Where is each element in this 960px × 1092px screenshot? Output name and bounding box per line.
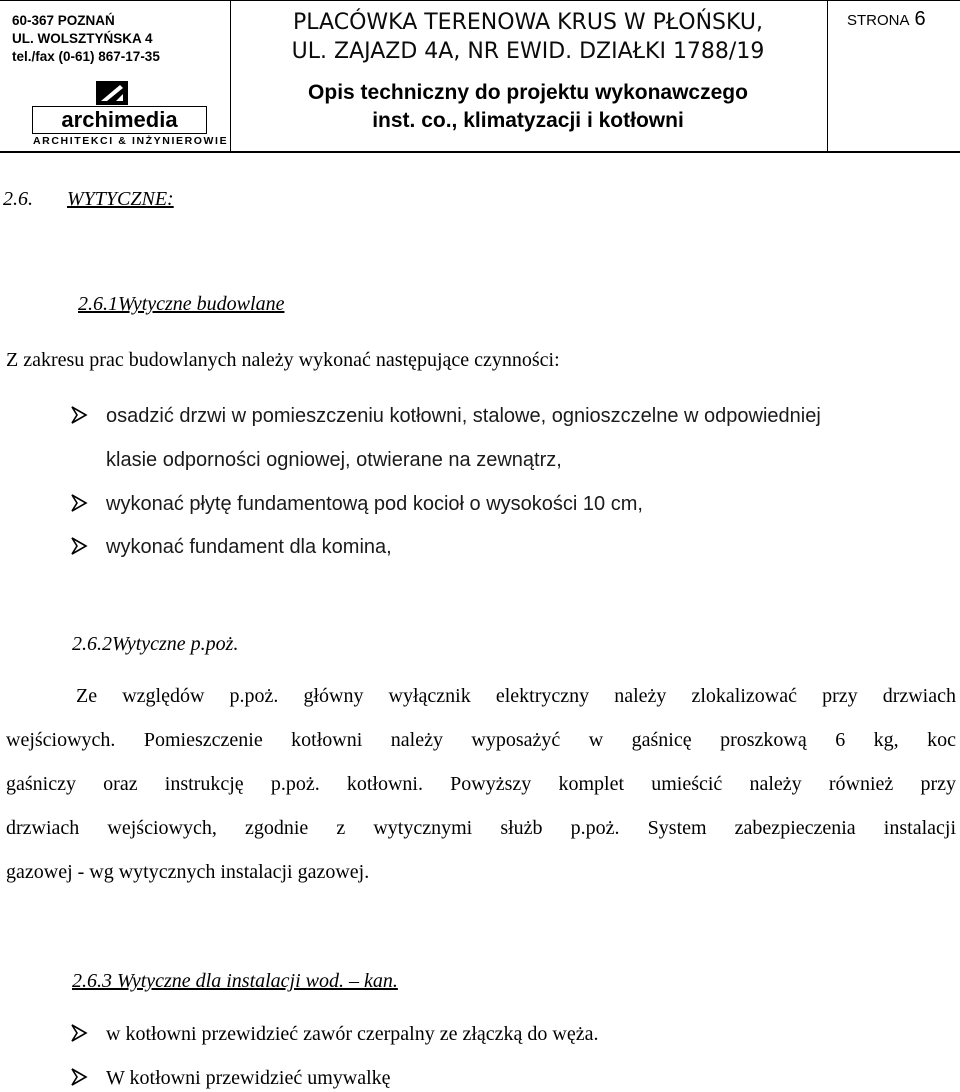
page-label: STRONA (847, 12, 910, 29)
header-bottom-rule (0, 151, 960, 153)
arrow-bullet-icon (70, 406, 88, 424)
archimedia-logo-icon (95, 80, 129, 106)
project-title-line2: UL. ZAJAZD 4A, NR EWID. DZIAŁKI 1788/19 (291, 39, 765, 64)
document-header (0, 0, 960, 151)
subsection-heading-fire: 2.6.2Wytyczne p.poż. (72, 633, 239, 655)
section-title: WYTYCZNE: (67, 188, 174, 210)
company-address (12, 12, 160, 66)
water-bullet-2: W kotłowni przewidzieć umywalkę (106, 1067, 391, 1089)
building-bullet-1-line1: osadzić drzwi w pomieszczeniu kotłowni, stalowe, ognioszczelne w odpowiedniej (106, 405, 821, 427)
water-bullet-1: w kotłowni przewidzieć zawór czerpalny ze złączką do węża. (106, 1023, 599, 1045)
address-line-street: UL. WOLSZTYŃSKA 4 (12, 31, 153, 46)
arrow-bullet-icon (70, 1068, 88, 1086)
address-line-city: 60-367 POZNAŃ (12, 13, 115, 28)
fire-text-line3: gaśniczy oraz instrukcję p.poż. kotłowni. Powyższy komplet umieścić należy również przy (6, 773, 956, 795)
fire-text-line4: drzwiach wejściowych, zgodnie z wytycznymi służb p.poż. System zabezpieczenia instalacji (6, 817, 956, 839)
building-intro: Z zakresu prac budowlanych należy wykonać następujące czynności: (6, 349, 560, 371)
subsection-heading-building: 2.6.1Wytyczne budowlane (78, 293, 285, 315)
building-bullet-3: wykonać fundament dla komina, (106, 536, 392, 558)
fire-text-line5: gazowej - wg wytycznych instalacji gazowej. (6, 861, 370, 883)
arrow-bullet-icon (70, 537, 88, 555)
archimedia-logo-wordmark (32, 106, 207, 134)
building-bullet-2: wykonać płytę fundamentową pod kocioł o wysokości 10 cm, (106, 493, 643, 515)
logo-subtitle: ARCHITEKCI & INŻYNIEROWIE (33, 135, 229, 147)
section-number: 2.6. (3, 188, 33, 210)
document-subtitle-line2: inst. co., klimatyzacji i kotłowni (372, 109, 684, 132)
section-heading (3, 187, 174, 211)
building-bullet-1-line2: klasie odporności ogniowej, otwierane na zewnątrz, (106, 449, 562, 471)
page-number-value: 6 (914, 8, 926, 30)
fire-text-line1: Ze względów p.poż. główny wyłącznik elektryczny należy zlokalizować przy drzwiach (76, 685, 956, 707)
header-top-rule (0, 0, 960, 1)
fire-text-line2: wejściowych. Pomieszczenie kotłowni należy wyposażyć w gaśnicę proszkową 6 kg, koc (6, 729, 956, 751)
page-number (847, 8, 926, 31)
address-line-phone: tel./fax (0-61) 867-17-35 (12, 49, 160, 64)
arrow-bullet-icon (70, 494, 88, 512)
logo-text: archimedia (61, 107, 178, 132)
subsection-heading-water: 2.6.3 Wytyczne dla instalacji wod. – kan. (72, 970, 398, 992)
project-title (228, 8, 828, 66)
document-subtitle (228, 79, 828, 135)
project-title-line1: PLACÓWKA TERENOWA KRUS W PŁOŃSKU, (293, 10, 763, 35)
arrow-bullet-icon (70, 1024, 88, 1042)
document-subtitle-line1: Opis techniczny do projektu wykonawczego (308, 81, 748, 104)
